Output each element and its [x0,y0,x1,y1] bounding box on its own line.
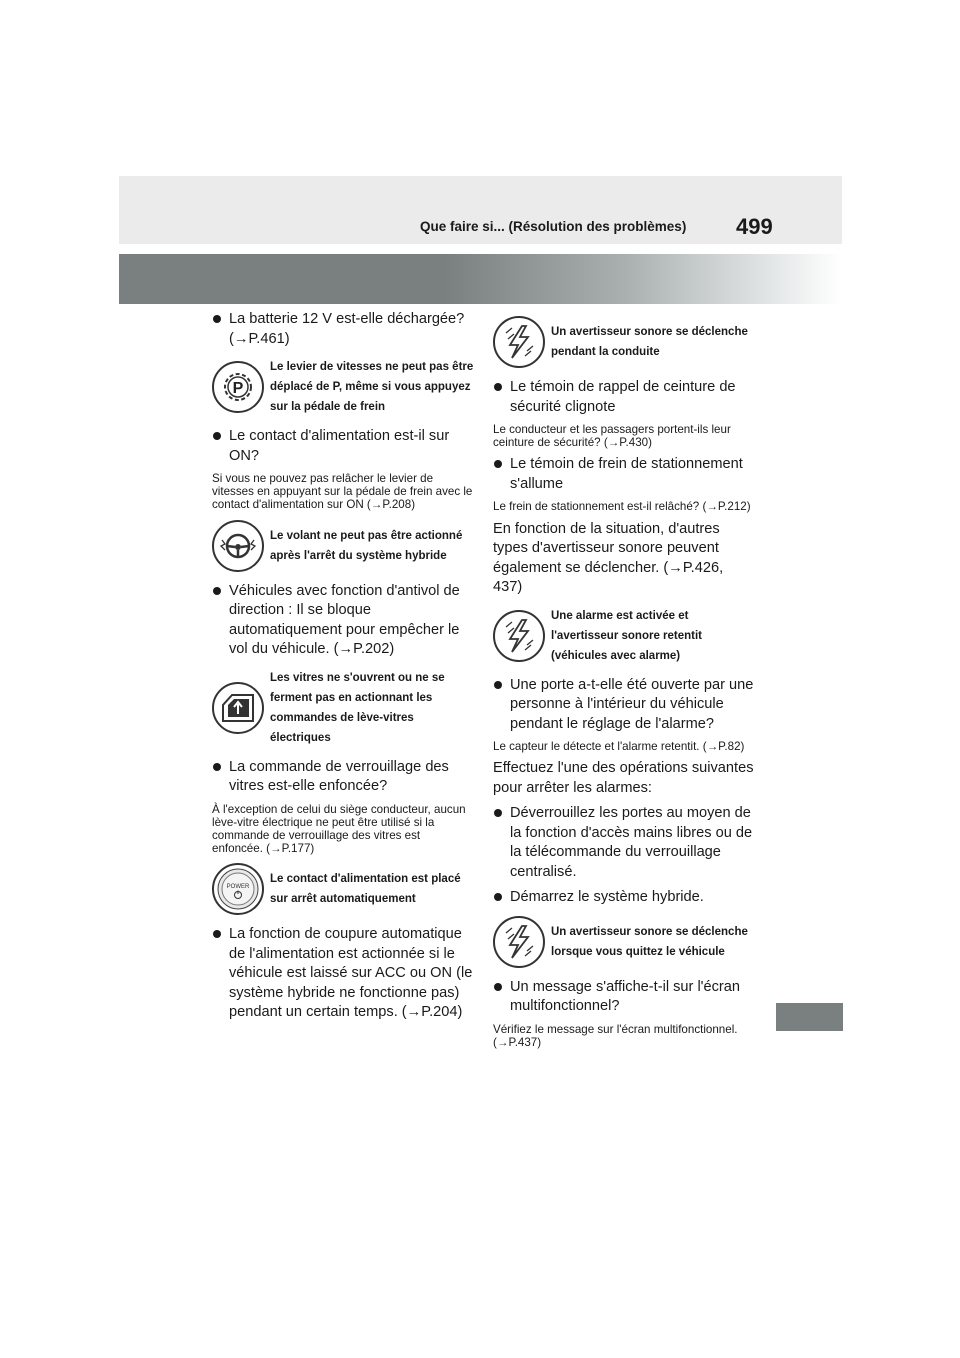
question-auto-off: La fonction de coupure automatique de l'alimentation est actionnée si le véhicule est laissé sur ACC ou ON (le système hybride ne fonctionne pas) pendant un certain temps. (→P.204) [212,925,474,1023]
power-window-icon [212,682,264,734]
action-start-hybrid: Démarrez le système hybride. [493,888,755,908]
callout-shift-lever-text: Le levier de vitesses ne peut pas être déplacé de P, même si vous appuyez sur la pédale de frein [270,361,474,413]
action-unlock: Déverrouillez les portes au moyen de la fonction d'accès mains libres ou de la télécommande du verrouillage centralisé. [493,804,755,882]
callout-buzzer-leaving-text: Un avertisseur sonore se déclenche lorsque vous quittez le véhicule [551,925,748,958]
left-column [212,300,474,1029]
question-window-lock: La commande de verrouillage des vitres est-elle enfoncée? [212,758,474,797]
note-window-lock: À l'exception de celui du siège conducteur, aucun lève-vitre électrique ne peut être utilisé si la commande de verrouillage des vitres est enfoncée. (→P.177) [212,802,466,856]
question-seatbelt: Le témoin de rappel de ceinture de sécurité clignote [493,378,755,417]
right-column [493,300,755,1055]
callout-buzzer-driving-text: Un avertisseur sonore se déclenche pendant la conduite [551,326,748,358]
callout-steering-text: Le volant ne peut pas être actionné après l'arrêt du système hybride [270,529,463,562]
buzzer-icon [493,610,545,662]
callout-buzzer-driving [493,316,755,368]
steering-wheel-icon [212,520,264,572]
buzzer-icon [493,916,545,968]
callout-windows [212,668,474,748]
power-label: POWER [226,884,250,891]
buzzer-icon [493,316,545,368]
note-seatbelt: Le conducteur et les passagers portent-ils leur ceinture de sécurité? (→P.430) [493,423,731,450]
callout-shift-lever [212,357,474,417]
para-stop-alarms: Effectuez l'une des opérations suivantes pour arrêter les alarmes: [493,760,754,796]
svg-text:P: P [232,380,244,397]
question-battery: La batterie 12 V est-elle déchargée? (→P.461) [212,310,474,349]
section-band [119,254,842,304]
note-parking-brake: Le frein de stationnement est-il relâché? (→P.212) [493,500,751,514]
question-parking-brake: Le témoin de frein de stationnement s'allume [493,455,755,494]
question-power-on: Le contact d'alimentation est-il sur ON? [212,427,474,466]
page-number: 499 [736,214,773,239]
page-title: Que faire si... (Résolution des problèmes) [420,219,687,234]
callout-windows-text: Les vitres ne s'ouvrent ou ne se ferment pas en actionnant les commandes de lève-vitres électriques [270,671,445,744]
note-door-opened: Le capteur le détecte et l'alarme retentit. (→P.82) [493,740,745,754]
park-gear-icon [212,361,264,413]
para-other-buzzers: En fonction de la situation, d'autres types d'avertisseur sonore peuvent également se déclencher. (→P.426, 437) [493,520,724,596]
note-power-on: Si vous ne pouvez pas relâcher le levier de vitesses en appuyant sur la pédale de frein avec le contact d'alimentation sur ON (→P.208) [212,472,473,512]
callout-alarm [493,606,755,666]
callout-buzzer-leaving [493,916,755,968]
question-message: Un message s'affiche-t-il sur l'écran multifonctionnel? [493,978,755,1017]
power-switch-icon [212,863,264,915]
chapter-tab [776,1003,843,1031]
callout-auto-off [212,863,474,915]
question-door-opened: Une porte a-t-elle été ouverte par une personne à l'intérieur du véhicule pendant le réglage de l'alarme? [493,676,755,735]
callout-auto-off-text: Le contact d'alimentation est placé sur arrêt automatiquement [270,873,461,906]
question-antitheft: Véhicules avec fonction d'antivol de direction : Il se bloque automatiquement pour empêcher le vol du véhicule. (→P.202) [212,582,474,660]
callout-alarm-text: Une alarme est activée et l'avertisseur sonore retentit (véhicules avec alarme) [551,609,703,662]
callout-steering [212,520,474,572]
note-message: Vérifiez le message sur l'écran multifonctionnel. (→P.437) [493,1022,738,1050]
